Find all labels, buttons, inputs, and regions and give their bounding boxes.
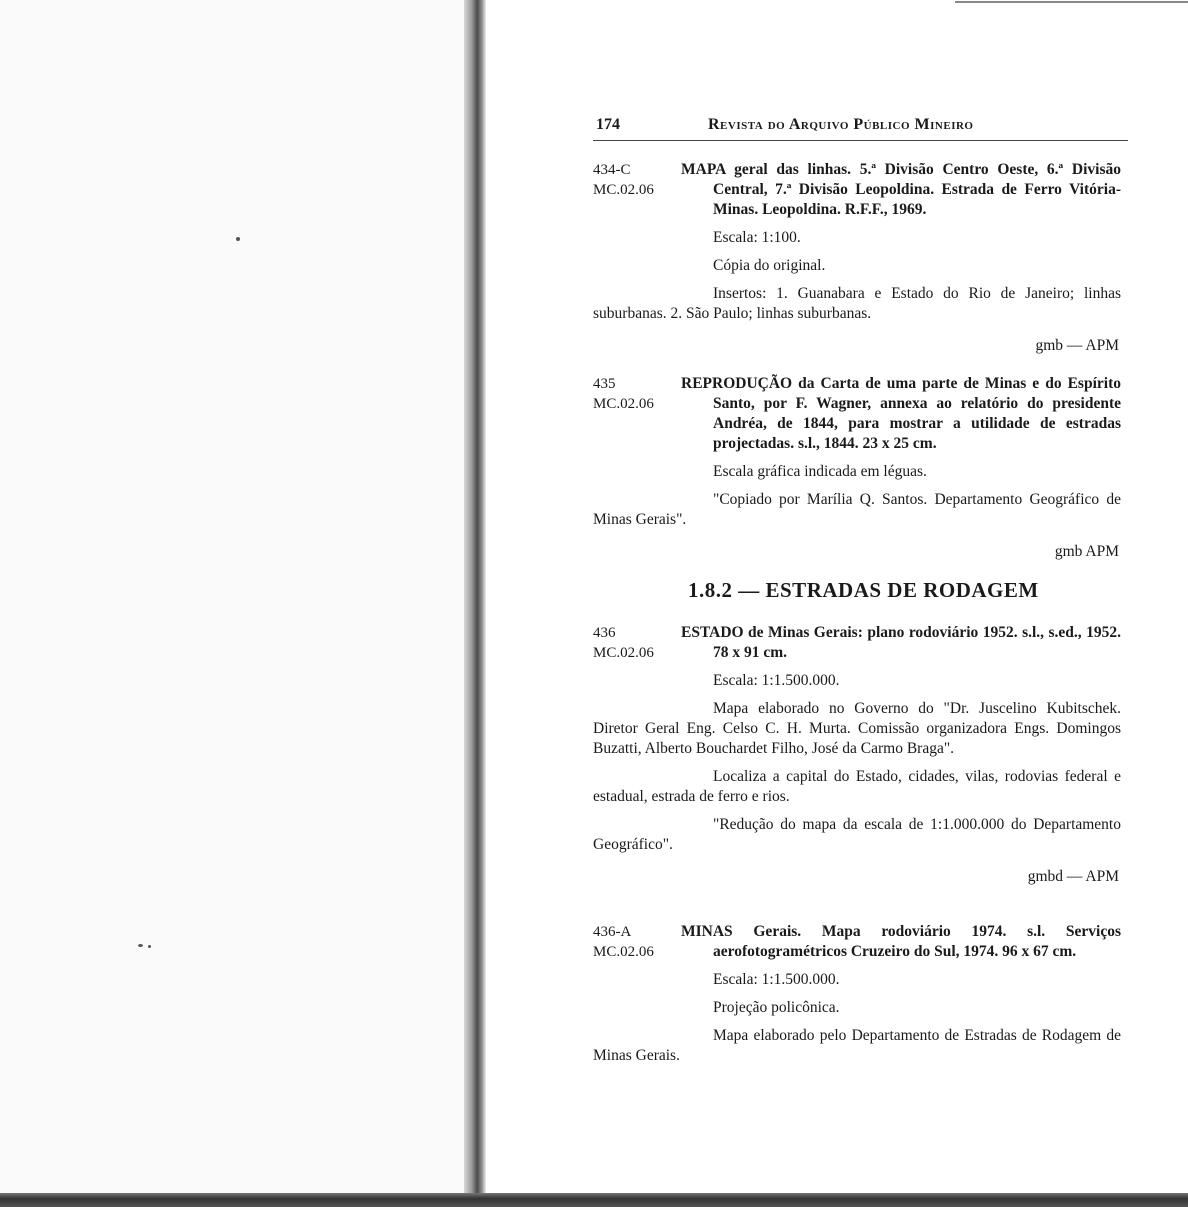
header-rule <box>593 140 1128 141</box>
page-speck <box>148 945 151 948</box>
entry-code: MC.02.06 <box>593 182 654 198</box>
entry-description: MINAS Gerais. Mapa rodoviário 1974. s.l. Serviços aerofotogramétricos Cruzeiro do Sul, 1974. 96 x 67 cm. <box>681 923 1121 960</box>
book-spine-shadow <box>464 0 486 1195</box>
running-title: Revista do Arquivo Público Mineiro <box>708 116 974 133</box>
entry-note: Escala: 1:100. <box>713 229 801 246</box>
entry-id <box>593 922 673 962</box>
entry-number: 436-A <box>593 924 632 940</box>
entry-code: MC.02.06 <box>593 396 654 412</box>
entry-signature: gmb APM <box>1054 543 1119 560</box>
entry-description: REPRODUÇÃO da Carta de uma parte de Minas e do Espírito Santo, por F. Wagner, annexa ao relatório do presidente Andréa, de 1844, para mostrar a utilidade de estradas projectadas. s.l., 1844. 23 x 25 cm. <box>681 375 1121 452</box>
bottom-page-edge <box>0 1193 1188 1207</box>
entry-number: 435 <box>593 376 616 392</box>
entry-description: MAPA geral das linhas. 5.ª Divisão Centro Oeste, 6.ª Divisão Central, 7.ª Divisão Leopoldina. Estrada de Ferro Vitória-Minas. Leopoldina. R.F.F., 1969. <box>681 161 1121 218</box>
entry-id <box>593 623 673 663</box>
entry-number: 436 <box>593 625 616 641</box>
entry-note: Escala: 1:1.500.000. <box>713 672 840 689</box>
entry-id <box>593 374 673 414</box>
page-header <box>593 116 1129 138</box>
entry-note: Cópia do original. <box>713 257 826 274</box>
page-number: 174 <box>596 116 620 133</box>
entry-signature: gmb — APM <box>1035 337 1119 354</box>
section-title: 1.8.2 — ESTRADAS DE RODAGEM <box>688 578 1039 602</box>
page-speck <box>236 237 240 241</box>
entry-note: "Copiado por Marília Q. Santos. Departamento Geográfico de Minas Gerais". <box>593 491 1121 528</box>
entry-note: "Redução do mapa da escala de 1:1.000.000 do Departamento Geográfico". <box>593 816 1121 853</box>
entry-note: Insertos: 1. Guanabara e Estado do Rio de Janeiro; linhas suburbanas. 2. São Paulo; linhas suburbanas. <box>593 285 1121 322</box>
entry-code: MC.02.06 <box>593 645 654 661</box>
entry-description: ESTADO de Minas Gerais: plano rodoviário 1952. s.l., s.ed., 1952. 78 x 91 cm. <box>681 624 1121 661</box>
entry-note: Escala gráfica indicada em léguas. <box>713 463 927 480</box>
left-blank-page <box>0 0 468 1195</box>
entry-code: MC.02.06 <box>593 944 654 960</box>
entry-note: Escala: 1:1.500.000. <box>713 971 840 988</box>
entry-note: Projeção policônica. <box>713 999 840 1016</box>
entry-signature: gmbd — APM <box>1027 868 1119 885</box>
entry-id <box>593 160 673 200</box>
page-speck <box>138 944 143 947</box>
entry-number: 434-C <box>593 162 631 178</box>
entry-note: Mapa elaborado pelo Departamento de Estradas de Rodagem de Minas Gerais. <box>593 1027 1121 1064</box>
entry-note: Mapa elaborado no Governo do "Dr. Juscelino Kubitschek. Diretor Geral Eng. Celso C. H. Murta. Comissão organizadora Engs. Domingos Buzatti, Alberto Bouchardet Filho, José da Carmo Braga". <box>593 700 1121 757</box>
entry-note: Localiza a capital do Estado, cidades, vilas, rodovias federal e estadual, estrada de ferro e rios. <box>593 768 1121 805</box>
top-edge-line <box>955 1 1188 3</box>
